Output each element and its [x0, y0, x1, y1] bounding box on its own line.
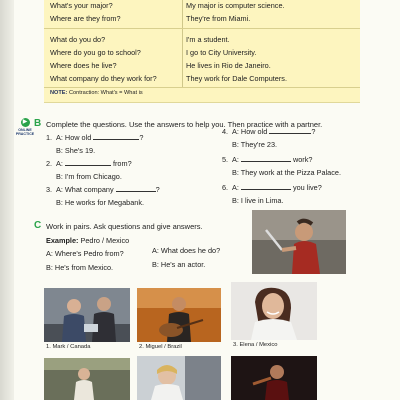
grammar-divider	[182, 0, 183, 88]
exercise-number: 6.	[222, 183, 229, 192]
grammar-separator	[44, 28, 360, 29]
exercise-prompt: A: What company	[56, 185, 114, 194]
miguel-photo	[137, 288, 221, 342]
page-binding	[0, 0, 14, 400]
exercise-item	[46, 158, 132, 168]
section-c-instruction: Work in pairs. Ask questions and give answers.	[46, 222, 203, 231]
answer-blank[interactable]	[65, 158, 111, 166]
grammar-answer: They're from Miami.	[186, 14, 251, 23]
exercise-prompt-end: ?	[155, 185, 160, 194]
grammar-answer: They work for Dale Computers.	[186, 74, 287, 83]
answer-blank[interactable]	[116, 184, 156, 192]
exercise-answer: B: He works for Megabank.	[56, 198, 145, 207]
exercise-answer: B: She's 19.	[56, 146, 96, 155]
exercise-prompt-end: ?	[139, 133, 144, 142]
dialogue-line: B: He's an actor.	[152, 260, 206, 269]
exercise-answer: B: I'm from Chicago.	[56, 172, 122, 181]
exercise-prompt: A:	[56, 159, 63, 168]
photo-caption: 3. Elena / Mexico	[233, 342, 278, 348]
online-practice-label: ONLINE PRACTICE	[15, 128, 35, 137]
grammar-answer: I'm a student.	[186, 35, 230, 44]
grammar-question: Where do you go to school?	[50, 48, 141, 57]
exercise-answer: B: I live in Lima.	[232, 196, 284, 205]
grammar-separator	[44, 87, 360, 88]
photo-caption: 2. Miguel / Brazil	[139, 344, 182, 350]
grammar-question: Where are they from?	[50, 14, 121, 23]
dialogue-line: A: What does he do?	[152, 246, 221, 255]
photo-5	[137, 356, 221, 400]
photo-caption: 1. Mark / Canada	[46, 344, 91, 350]
answer-blank[interactable]	[269, 126, 311, 134]
grammar-question: What company do they work for?	[50, 74, 157, 83]
exercise-prompt-end: from?	[112, 159, 132, 168]
exercise-prompt: A: How old	[56, 133, 92, 142]
mark-photo	[44, 288, 130, 342]
exercise-prompt-end: ?	[311, 127, 316, 136]
example-line	[46, 236, 129, 245]
play-icon: ▶	[21, 118, 30, 127]
answer-blank[interactable]	[93, 132, 139, 140]
section-b-instruction: Complete the questions. Use the answers to help you. Then practice with a partner.	[46, 120, 323, 129]
dialogue-line: B: He's from Mexico.	[46, 263, 114, 272]
exercise-answer: B: They work at the Pizza Palace.	[232, 168, 341, 177]
grammar-note	[50, 90, 143, 96]
note-label: NOTE:	[50, 90, 68, 96]
section-b-letter: B	[34, 118, 42, 129]
grammar-answer: He lives in Rio de Janeiro.	[186, 61, 271, 70]
exercise-item	[46, 184, 160, 194]
exercise-number: 3.	[46, 185, 53, 194]
exercise-number: 4.	[222, 127, 229, 136]
answer-blank[interactable]	[241, 182, 291, 190]
exercise-item	[222, 126, 315, 136]
example-label: Example:	[46, 236, 79, 245]
exercise-answer: B: They're 23.	[232, 140, 278, 149]
grammar-box	[44, 0, 360, 103]
grammar-question: Where does he live?	[50, 61, 117, 70]
grammar-answer: I go to City University.	[186, 48, 257, 57]
example-value: Pedro / Mexico	[78, 236, 130, 245]
note-text: Contraction: What's = What is	[67, 90, 143, 96]
exercise-item	[222, 154, 312, 164]
grammar-answer: My major is computer science.	[186, 1, 285, 10]
exercise-item	[222, 182, 322, 192]
exercise-prompt-end: work?	[292, 155, 313, 164]
section-c-letter: C	[34, 220, 42, 231]
exercise-number: 1.	[46, 133, 53, 142]
dialogue-line: A: Where's Pedro from?	[46, 249, 124, 258]
exercise-prompt: A:	[232, 155, 239, 164]
exercise-prompt-end: you live?	[292, 183, 322, 192]
online-practice-badge[interactable]	[14, 118, 36, 136]
exercise-number: 2.	[46, 159, 53, 168]
exercise-item	[46, 132, 143, 142]
grammar-question: What do you do?	[50, 35, 106, 44]
exercise-prompt: A:	[232, 183, 239, 192]
photo-4	[44, 358, 130, 400]
exercise-number: 5.	[222, 155, 229, 164]
grammar-question: What's your major?	[50, 1, 113, 10]
photo-6	[231, 356, 317, 400]
elena-photo	[231, 282, 317, 340]
answer-blank[interactable]	[241, 154, 291, 162]
actor-photo	[252, 210, 346, 274]
exercise-prompt: A: How old	[232, 127, 268, 136]
